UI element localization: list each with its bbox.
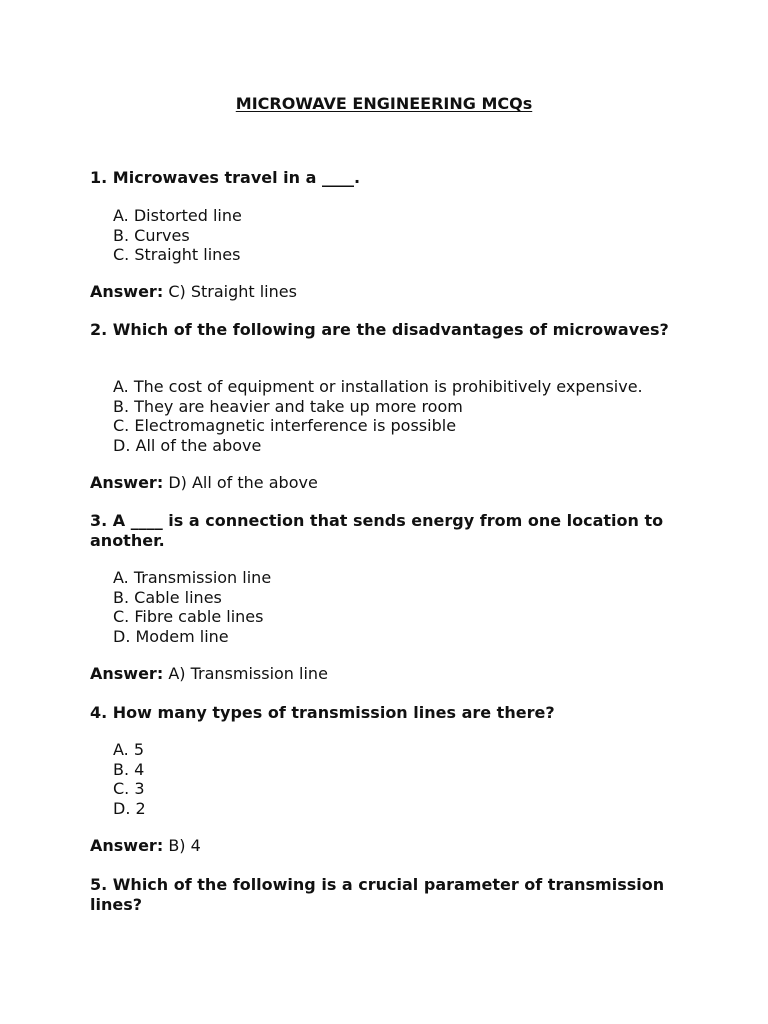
question-1-options (113, 206, 713, 265)
question-2: 2. Which of the following are the disadvantages of microwaves? (90, 320, 669, 339)
question-5: 5. Which of the following is a crucial parameter of transmission lines? (90, 875, 665, 914)
option-item: C. Fibre cable lines (113, 607, 264, 627)
answer-value: D) All of the above (168, 473, 318, 492)
option-item: B. 4 (113, 759, 145, 779)
answer-2 (90, 473, 318, 493)
question-1: 1. Microwaves travel in a ____. (90, 168, 361, 187)
question-4: 4. How many types of transmission lines are there? (90, 703, 555, 722)
option-item: D. Modem line (113, 626, 229, 646)
option-item: D. All of the above (113, 435, 262, 455)
answer-value: C) Straight lines (168, 282, 297, 301)
answer-label: Answer: (90, 664, 164, 683)
answer-3 (90, 664, 328, 684)
answer-value: B) 4 (168, 836, 201, 855)
question-3-options (113, 568, 713, 646)
option-item: C. 3 (113, 779, 145, 799)
option-item: A. Distorted line (113, 206, 242, 225)
answer-label: Answer: (90, 836, 164, 855)
option-item: B. They are heavier and take up more room (113, 396, 463, 416)
option-item: C. Electromagnetic interference is possible (113, 416, 457, 436)
answer-label: Answer: (90, 473, 164, 492)
question-3: 3. A ____ is a connection that sends energy from one location to another. (90, 511, 664, 550)
option-item: D. 2 (113, 798, 146, 818)
answer-label: Answer: (90, 282, 164, 301)
document-title: MICROWAVE ENGINEERING MCQs (235, 94, 533, 113)
option-item: A. The cost of equipment or installation is prohibitively expensive. (113, 377, 643, 396)
question-4-options (113, 740, 713, 818)
answer-1 (90, 282, 297, 302)
answer-4 (90, 836, 201, 856)
option-item: A. Transmission line (113, 568, 272, 587)
option-item: C. Straight lines (113, 245, 241, 265)
question-2-options (113, 377, 713, 455)
option-item: A. 5 (113, 740, 145, 759)
answer-value: A) Transmission line (168, 664, 328, 683)
option-item: B. Curves (113, 225, 190, 245)
option-item: B. Cable lines (113, 587, 222, 607)
